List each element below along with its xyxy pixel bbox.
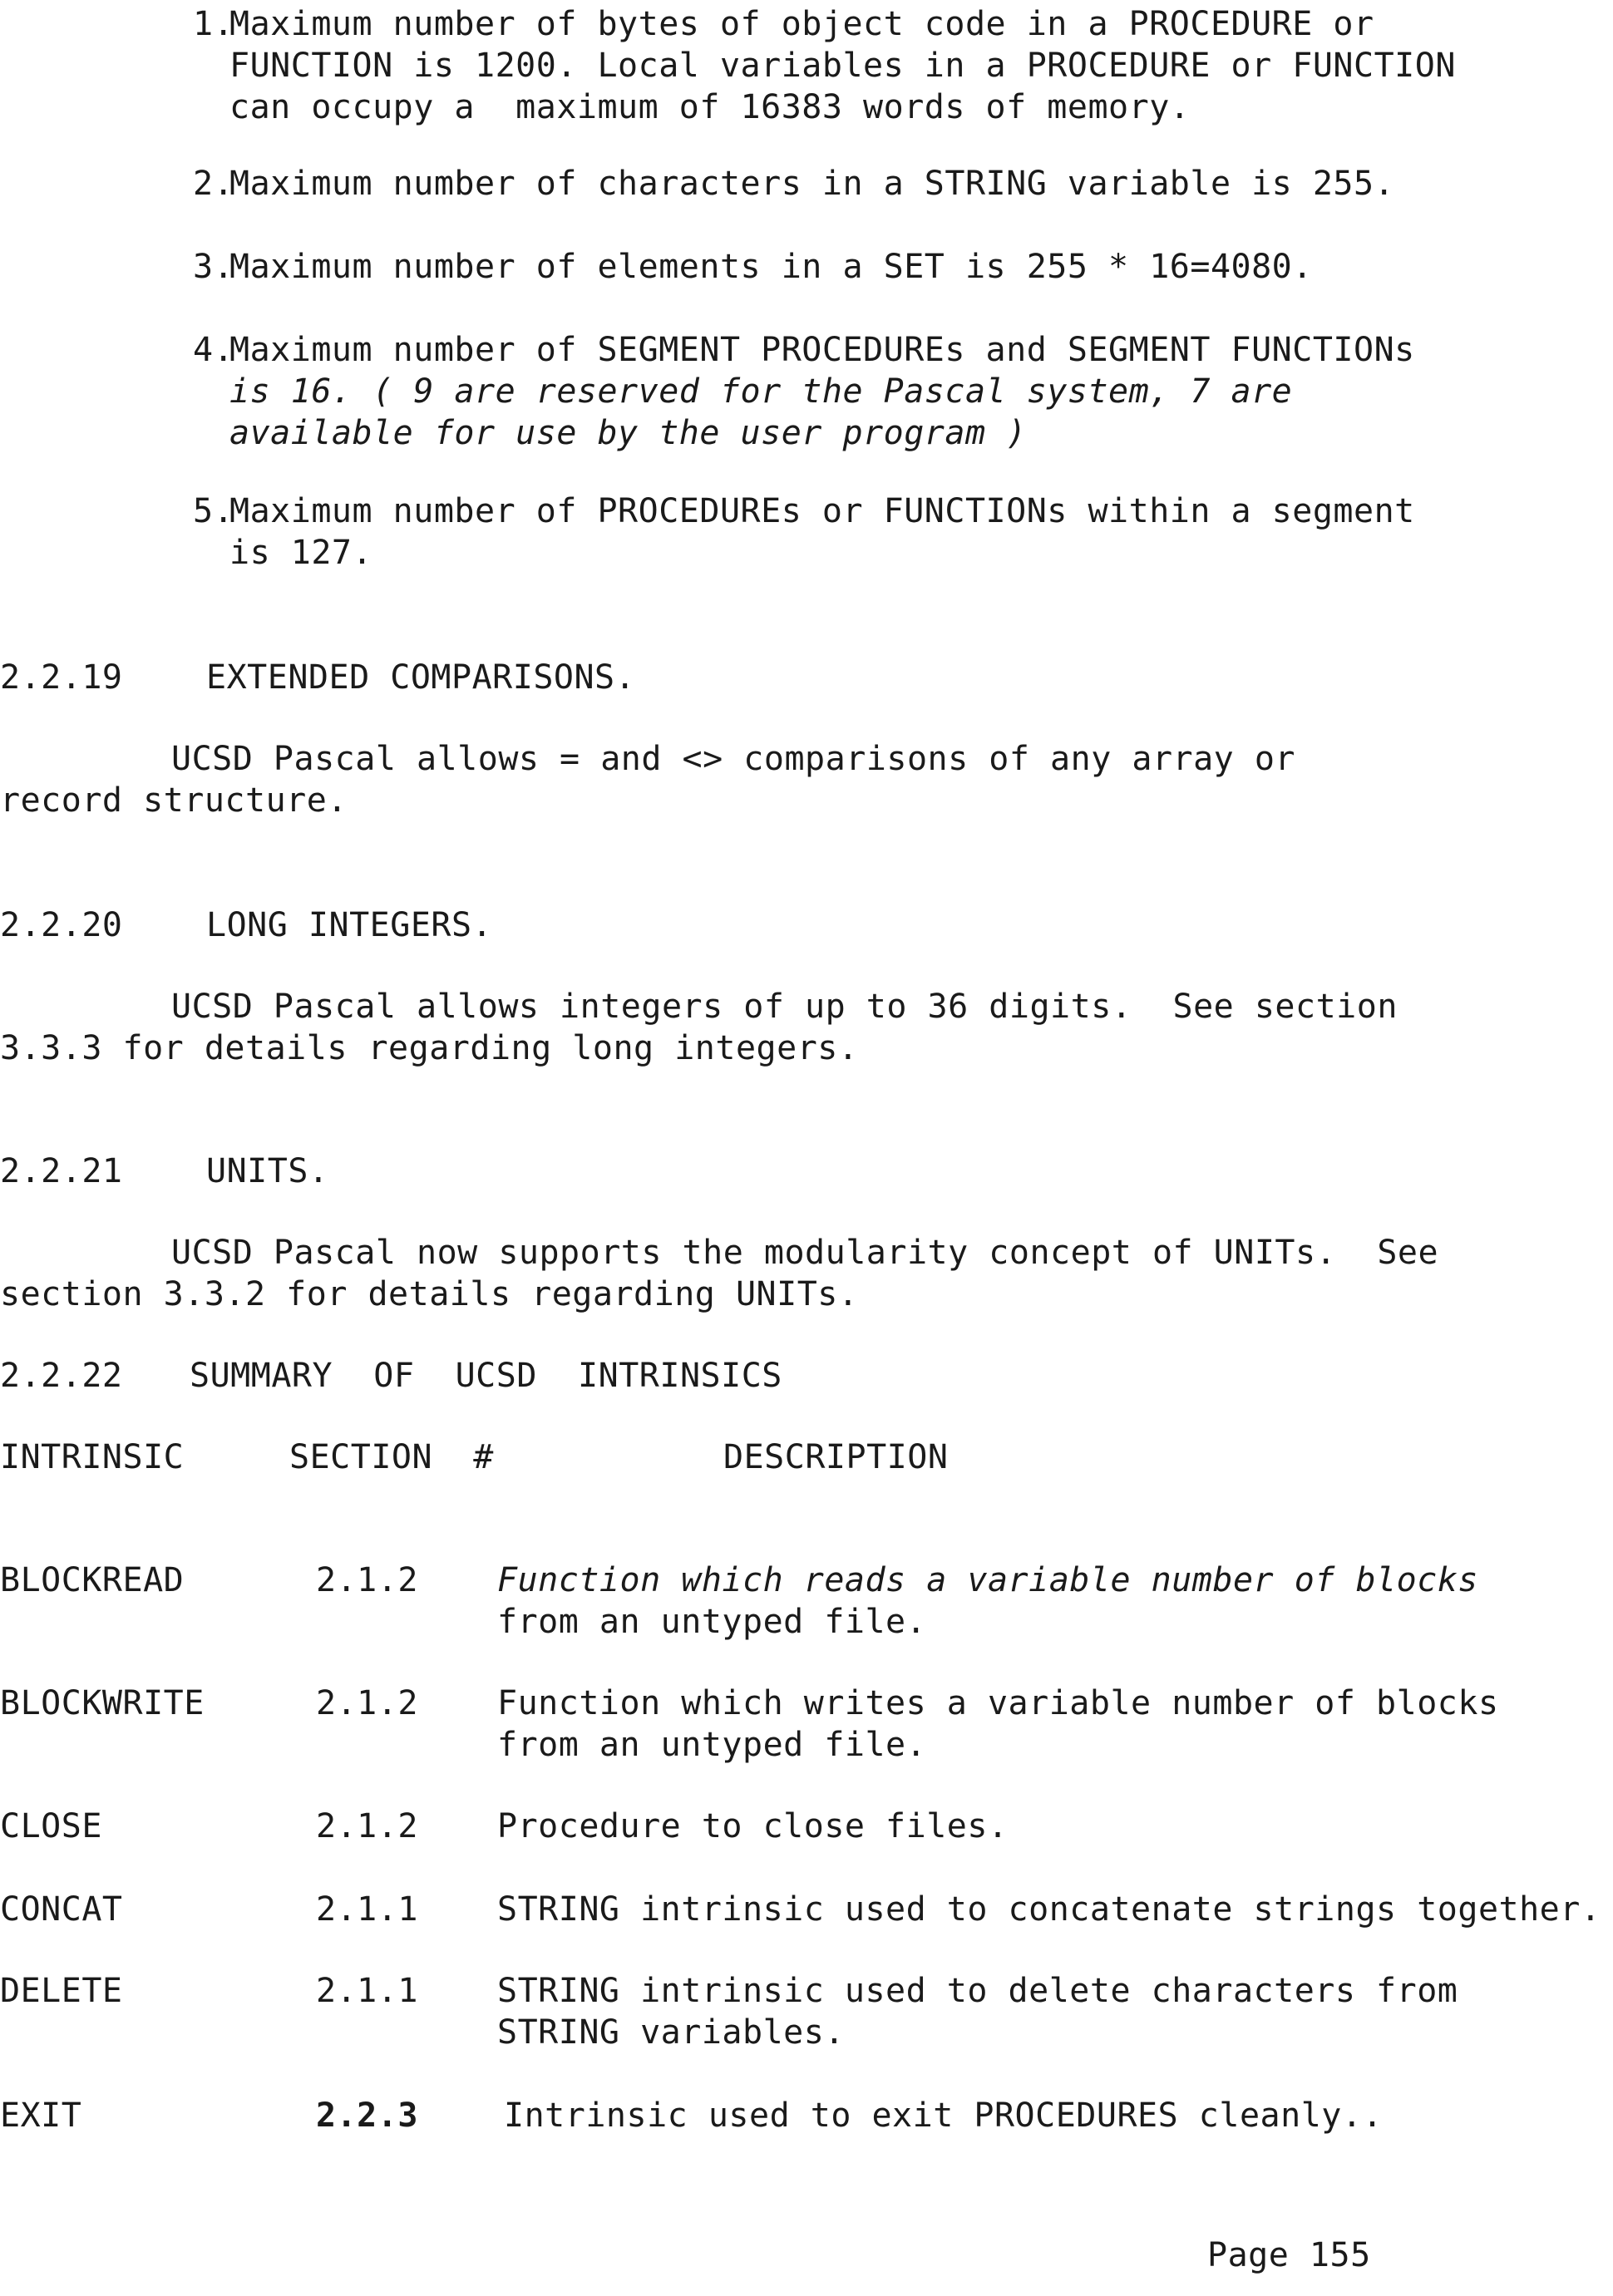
intrinsic-description: Intrinsic used to exit PROCEDURES cleanly.. xyxy=(504,2096,1384,2135)
section-text: 3.3.3 for details regarding long integers. xyxy=(0,1029,859,1067)
limit-line: is 127. xyxy=(229,534,373,572)
intrinsic-description: from an untyped file. xyxy=(497,1603,927,1641)
section-number: 2.2.22 xyxy=(0,1357,123,1395)
limit-number: 2. xyxy=(193,165,234,203)
intrinsic-section: 2.1.2 xyxy=(316,1561,418,1599)
limit-line: Maximum number of elements in a SET is 255 * 16=4080. xyxy=(229,248,1313,286)
section-text: UCSD Pascal allows integers of up to 36 digits. See section xyxy=(171,988,1398,1026)
table-header-description: DESCRIPTION xyxy=(723,1438,949,1476)
intrinsic-description: STRING intrinsic used to concatenate strings together. xyxy=(497,1890,1601,1929)
section-text: section 3.3.2 for details regarding UNITs. xyxy=(0,1275,859,1313)
section-title: SUMMARY OF UCSD INTRINSICS xyxy=(190,1357,782,1395)
section-title: EXTENDED COMPARISONS. xyxy=(206,658,636,697)
intrinsic-section: 2.2.3 xyxy=(316,2096,418,2135)
limit-line: Maximum number of PROCEDUREs or FUNCTIONs within a segment xyxy=(229,492,1415,530)
limit-line: can occupy a maximum of 16383 words of memory. xyxy=(229,88,1191,126)
limit-number: 4. xyxy=(193,331,234,369)
intrinsic-description: Function which writes a variable number of blocks xyxy=(497,1684,1499,1722)
intrinsic-name: BLOCKWRITE xyxy=(0,1684,205,1722)
limit-number: 5. xyxy=(193,492,234,530)
intrinsic-description: Function which reads a variable number of blocks xyxy=(497,1561,1478,1599)
intrinsic-section: 2.1.2 xyxy=(316,1684,418,1722)
intrinsic-section: 2.1.1 xyxy=(316,1972,418,2010)
limit-line: is 16. ( 9 are reserved for the Pascal system, 7 are xyxy=(229,372,1293,411)
intrinsic-name: EXIT xyxy=(0,2096,82,2135)
intrinsic-name: CLOSE xyxy=(0,1807,102,1845)
intrinsic-name: BLOCKREAD xyxy=(0,1561,185,1599)
section-number: 2.2.20 xyxy=(0,906,123,944)
section-number: 2.2.21 xyxy=(0,1152,123,1190)
intrinsic-section: 2.1.2 xyxy=(316,1807,418,1845)
section-text: UCSD Pascal allows = and <> comparisons of any array or xyxy=(171,740,1296,778)
intrinsic-description: Procedure to close files. xyxy=(497,1807,1009,1845)
table-header-section: SECTION # xyxy=(289,1438,494,1476)
limit-line: available for use by the user program ) xyxy=(229,414,1027,452)
intrinsic-name: CONCAT xyxy=(0,1890,123,1929)
intrinsic-section: 2.1.1 xyxy=(316,1890,418,1929)
limit-line: FUNCTION is 1200. Local variables in a PROCEDURE or FUNCTION xyxy=(229,47,1456,85)
limit-line: Maximum number of characters in a STRING variable is 255. xyxy=(229,165,1395,203)
table-header-intrinsic: INTRINSIC xyxy=(0,1438,185,1476)
intrinsic-description: from an untyped file. xyxy=(497,1726,927,1764)
intrinsic-description: STRING variables. xyxy=(497,2013,845,2052)
limit-line: Maximum number of bytes of object code in a PROCEDURE or xyxy=(229,5,1374,43)
section-number: 2.2.19 xyxy=(0,658,123,697)
limit-line: Maximum number of SEGMENT PROCEDUREs and SEGMENT FUNCTIONs xyxy=(229,331,1415,369)
page-number: Page 155 xyxy=(1207,2236,1371,2274)
section-text: UCSD Pascal now supports the modularity concept of UNITs. See xyxy=(171,1234,1439,1272)
section-text: record structure. xyxy=(0,781,348,820)
limit-number: 3. xyxy=(193,248,234,286)
limit-number: 1. xyxy=(193,5,234,43)
intrinsic-name: DELETE xyxy=(0,1972,123,2010)
intrinsic-description: STRING intrinsic used to delete characters from xyxy=(497,1972,1458,2010)
section-title: UNITS. xyxy=(206,1152,329,1190)
section-title: LONG INTEGERS. xyxy=(206,906,493,944)
